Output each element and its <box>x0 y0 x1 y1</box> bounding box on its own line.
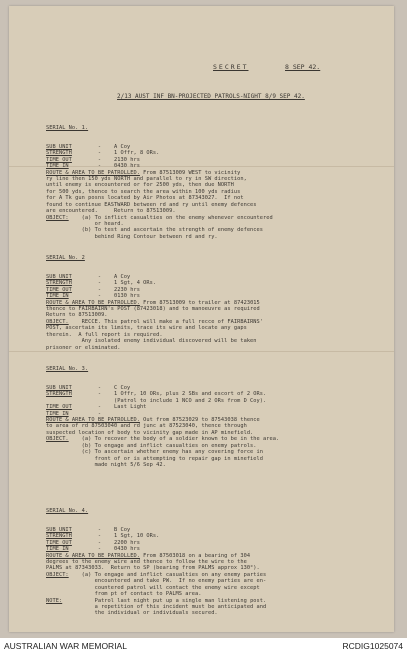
serial-block <box>46 112 273 253</box>
serial-line: found to continue EASTWARD between rd and ry until enemy defences <box>46 201 257 208</box>
serial-line: to area of rd 87503040 and rd junc at 87523040, thence through <box>46 423 247 430</box>
serial-line: the individual or individuals secured. <box>46 610 218 617</box>
serial-line: or heard. <box>46 220 124 227</box>
serial-line: SUB UNIT - B Coy <box>46 527 131 534</box>
serial-lines <box>46 144 273 240</box>
serial-line: PALMS at 87343033. Return to SP (bearing from PALMS approx 130°). <box>46 565 260 572</box>
serial-line: POST, ascertain its limits, trace its wire and locate any gaps <box>46 325 247 332</box>
serial-line: encountered and take PW. If no enemy parties are en- <box>46 578 267 585</box>
serial-line: TIME OUT - 2230 hrs <box>46 286 140 293</box>
serial-line: TIME OUT - 2200 hrs <box>46 539 140 546</box>
serial-line: OBJECT. RECCE. This patrol will make a full recce of FAIRBAIRNS' <box>46 318 264 325</box>
serial-line: ROUTE & AREA TO BE PATROLLED. From 87513009 to trailer at 87423015 <box>46 299 260 306</box>
serial-line: front of or is attempting to repair gap in minefield <box>46 455 264 462</box>
archive-footer <box>0 638 407 654</box>
serial-block <box>46 242 263 364</box>
archive-reference: RCDIG1025074 <box>342 641 403 651</box>
serial-line: ROUTE & AREA TO BE PATROLLED. From 87513009 WEST to vicinity <box>46 169 241 176</box>
serial-line: ry line then 150 yds NORTH and parallel to ry in SW direction, <box>46 176 247 183</box>
serial-line: TIME IN - 0430 hrs <box>46 546 140 553</box>
serial-line: OBJECT: (a) To inflict casualties on the enemy whenever encountered <box>46 214 273 221</box>
serial-line: therein. A full report is required. <box>46 331 163 338</box>
serial-line: TIME OUT - Last Light <box>46 404 147 411</box>
serial-line: TIME OUT - 2130 hrs <box>46 156 140 163</box>
serial-line: until enemy is encountered or for 2500 yds, then due NORTH <box>46 182 234 189</box>
serial-number: SERIAL No. 3. <box>46 365 89 372</box>
serial-line: (c) To ascertain whether enemy has any covering force in <box>46 449 264 456</box>
classification-heading: SECRET <box>213 63 249 71</box>
serial-lines <box>46 274 263 351</box>
serial-line: STRENGTH - 1 Offr, 10 ORs, plus 2 SBs and escort of 2 ORs. <box>46 391 267 398</box>
serial-line: STRENGTH - 1 Sgt, 10 ORs. <box>46 533 160 540</box>
serial-line: behind Ring Contour between rd and ry. <box>46 233 218 240</box>
document-date: 8 SEP 42. <box>285 63 321 71</box>
serial-line: TIME IN - 0430 hrs <box>46 163 140 170</box>
serial-line: (b) To test and ascertain the strength of enemy defences <box>46 227 264 234</box>
serial-line: TIME IN - 0130 hrs <box>46 293 140 300</box>
serial-line: SUB UNIT - C Coy <box>46 385 131 392</box>
serial-line: from pt of contact to PALMS area. <box>46 591 202 598</box>
serial-line: OBJECT: (a) To engage and inflict casualties on any enemy parties <box>46 571 267 578</box>
serial-line: countered patrol will contact the enemy wire except <box>46 584 260 591</box>
serial-number: SERIAL No. 1. <box>46 124 89 131</box>
serial-line: SUB UNIT - A Coy <box>46 274 131 281</box>
serial-line: for 500 yds, thence to search the area within 100 yds radius <box>46 188 241 195</box>
serial-number: SERIAL No. 2 <box>46 254 85 261</box>
serial-line: TIME IN - <box>46 410 102 417</box>
document-title: 2/13 AUST INF BN-PROJECTED PATROLS-NIGHT 8/9 SEP 42. <box>117 93 305 100</box>
serial-lines <box>46 527 266 617</box>
serial-line: ROUTE & AREA TO BE PATROLLED. From 87503018 on a bearing of 304 <box>46 552 251 559</box>
serial-number: SERIAL No. 4. <box>46 507 89 514</box>
serial-line: STRENGTH - 1 Offr, 8 ORs. <box>46 150 160 157</box>
serial-line: suspected location of body to vicinity gap made in AP minefield. <box>46 429 254 436</box>
serial-line: Any isolated enemy individual discovered will be taken <box>46 338 257 345</box>
serial-line: made night 5/6 Sep 42. <box>46 461 166 468</box>
serial-line: are encountered. Return to 87513009. <box>46 208 176 215</box>
serial-line: for A Tk gun posns located by Air Photos at 87343027. If not <box>46 195 244 202</box>
serial-lines <box>46 385 279 468</box>
serial-line: NOTE: Patrol last night put up a single man listening post. <box>46 597 267 604</box>
serial-line: prisoner or eliminated. <box>46 344 121 351</box>
serial-line: (b) To engage and inflict casualties on enemy patrols. <box>46 442 257 449</box>
serial-line: (Patrol to include 1 NCO and 2 ORs from D Coy). <box>46 397 267 404</box>
serial-line: ROUTE & AREA TO BE PATROLLED. Out from 87523029 to 87543038 thence <box>46 417 260 424</box>
serial-line: a repetition of this incident must be anticipated and <box>46 603 267 610</box>
serial-line: OBJECT. (a) To recover the body of a soldier known to be in the area. <box>46 436 280 443</box>
serial-line: degrees to the enemy wire and thence to follow the wire to the <box>46 559 247 566</box>
serial-line: SUB UNIT - A Coy <box>46 144 131 151</box>
serial-block <box>46 495 266 630</box>
archive-name: AUSTRALIAN WAR MEMORIAL <box>4 641 127 651</box>
serial-line: Return to 87513009. <box>46 312 108 319</box>
serial-line: STRENGTH - 1 Sgt, 4 ORs. <box>46 280 157 287</box>
serial-block <box>46 353 279 481</box>
serial-line: thence to FAIRBAIRN's POST (87423018) and to manoeuvre as required <box>46 306 260 313</box>
